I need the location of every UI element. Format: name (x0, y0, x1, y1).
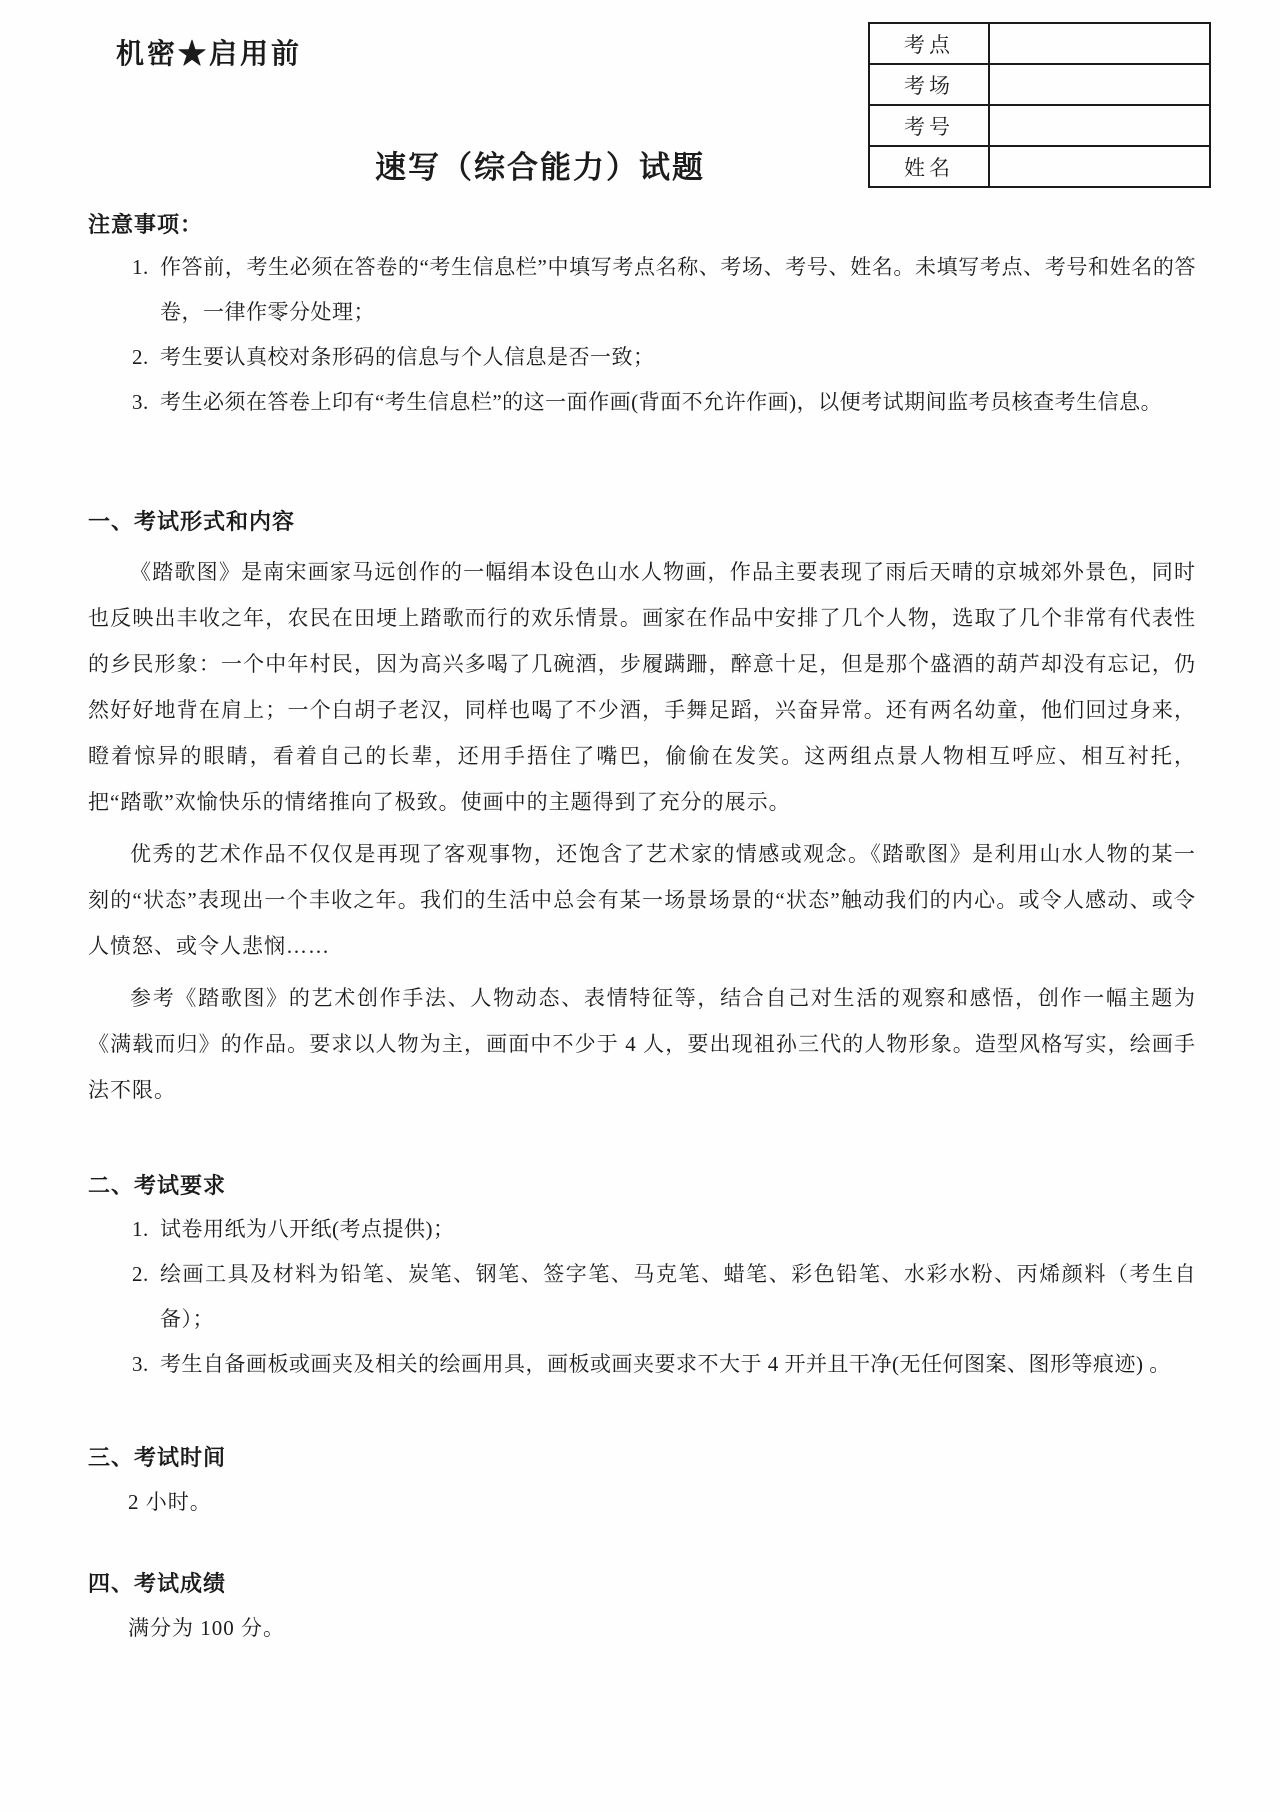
section-2-heading: 二、考试要求 (88, 1173, 227, 1198)
exam-site-label: 考点 (869, 23, 989, 64)
notice-item-text: 考生必须在答卷上印有“考生信息栏”的这一面作画(背面不允许作画)，以便考试期间监考员核查考生信息。 (160, 390, 1163, 414)
info-row-exam-site (869, 23, 1210, 64)
notice-list (88, 245, 1196, 425)
page-title: 速写（综合能力）试题 (375, 150, 705, 185)
requirement-item-number: 1. (132, 1217, 149, 1241)
section-3-body: 2 小时。 (128, 1490, 212, 1514)
exam-number-value-cell (989, 105, 1210, 146)
notice-item-text: 考生要认真校对条形码的信息与个人信息是否一致； (160, 345, 655, 369)
section-1-paragraph: 参考《踏歌图》的艺术创作手法、人物动态、表情特征等，结合自己对生活的观察和感悟，创作一幅主题为《满载而归》的作品。要求以人物为主，画面中不少于 4 人，要出现祖孙三代的人物形象。造型风格写实，绘画手法不限。 (88, 986, 1196, 1102)
exam-number-label: 考号 (869, 105, 989, 146)
confidential-marking: 机密★启用前 (116, 39, 303, 70)
notice-item-text: 作答前，考生必须在答卷的“考生信息栏”中填写考点名称、考场、考号、姓名。未填写考点、考号和姓名的答卷，一律作零分处理； (160, 255, 1196, 324)
notice-item (132, 245, 1196, 335)
name-label: 姓名 (869, 146, 989, 187)
requirements-list (88, 1207, 1196, 1387)
notice-item (132, 335, 1196, 380)
requirement-item (132, 1207, 1196, 1252)
requirement-item-text: 考生自备画板或画夹及相关的绘画用具，画板或画夹要求不大于 4 开并且干净(无任何图案、图形等痕迹) 。 (160, 1352, 1171, 1376)
exam-site-value-cell (989, 23, 1210, 64)
notice-item-number: 1. (132, 255, 149, 279)
notice-heading: 注意事项： (88, 212, 204, 237)
section-1-heading: 一、考试形式和内容 (88, 509, 296, 534)
requirement-item-text: 绘画工具及材料为铅笔、炭笔、钢笔、签字笔、马克笔、蜡笔、彩色铅笔、水彩水粉、丙烯颜料（考生自备）； (160, 1262, 1196, 1331)
info-row-exam-number (869, 105, 1210, 146)
notice-item (132, 380, 1196, 425)
notice-item-number: 3. (132, 390, 149, 414)
notice-item-number: 2. (132, 345, 149, 369)
document-body (88, 200, 1196, 1643)
requirement-item (132, 1342, 1196, 1387)
section-4-heading: 四、考试成绩 (88, 1571, 227, 1596)
info-row-exam-room (869, 64, 1210, 105)
exam-room-value-cell (989, 64, 1210, 105)
section-1-paragraph: 优秀的艺术作品不仅仅是再现了客观事物，还饱含了艺术家的情感或观念。《踏歌图》是利用山水人物的某一刻的“状态”表现出一个丰收之年。我们的生活中总会有某一场景场景的“状态”触动我们的内心。或令人感动、或令人愤怒、或令人悲悯…… (88, 842, 1196, 958)
section-4-body: 满分为 100 分。 (128, 1616, 285, 1640)
requirement-item-number: 3. (132, 1352, 149, 1376)
section-1-paragraph: 《踏歌图》是南宋画家马远创作的一幅绢本设色山水人物画，作品主要表现了雨后天晴的京城郊外景色，同时也反映出丰收之年，农民在田埂上踏歌而行的欢乐情景。画家在作品中安排了几个人物，选取了几个非常有代表性的乡民形象：一个中年村民，因为高兴多喝了几碗酒，步履蹒跚，醉意十足，但是那个盛酒的葫芦却没有忘记，仍然好好地背在肩上；一个白胡子老汉，同样也喝了不少酒，手舞足蹈，兴奋异常。还有两名幼童，他们回过身来，瞪着惊异的眼睛，看着自己的长辈，还用手捂住了嘴巴，偷偷在发笑。这两组点景人物相互呼应、相互衬托，把“踏歌”欢愉快乐的情绪推向了极致。使画中的主题得到了充分的展示。 (88, 560, 1196, 814)
requirement-item-text: 试卷用纸为八开纸(考点提供)； (160, 1217, 455, 1241)
section-3-heading: 三、考试时间 (88, 1445, 227, 1470)
exam-room-label: 考场 (869, 64, 989, 105)
requirement-item-number: 2. (132, 1262, 149, 1286)
requirement-item (132, 1252, 1196, 1342)
